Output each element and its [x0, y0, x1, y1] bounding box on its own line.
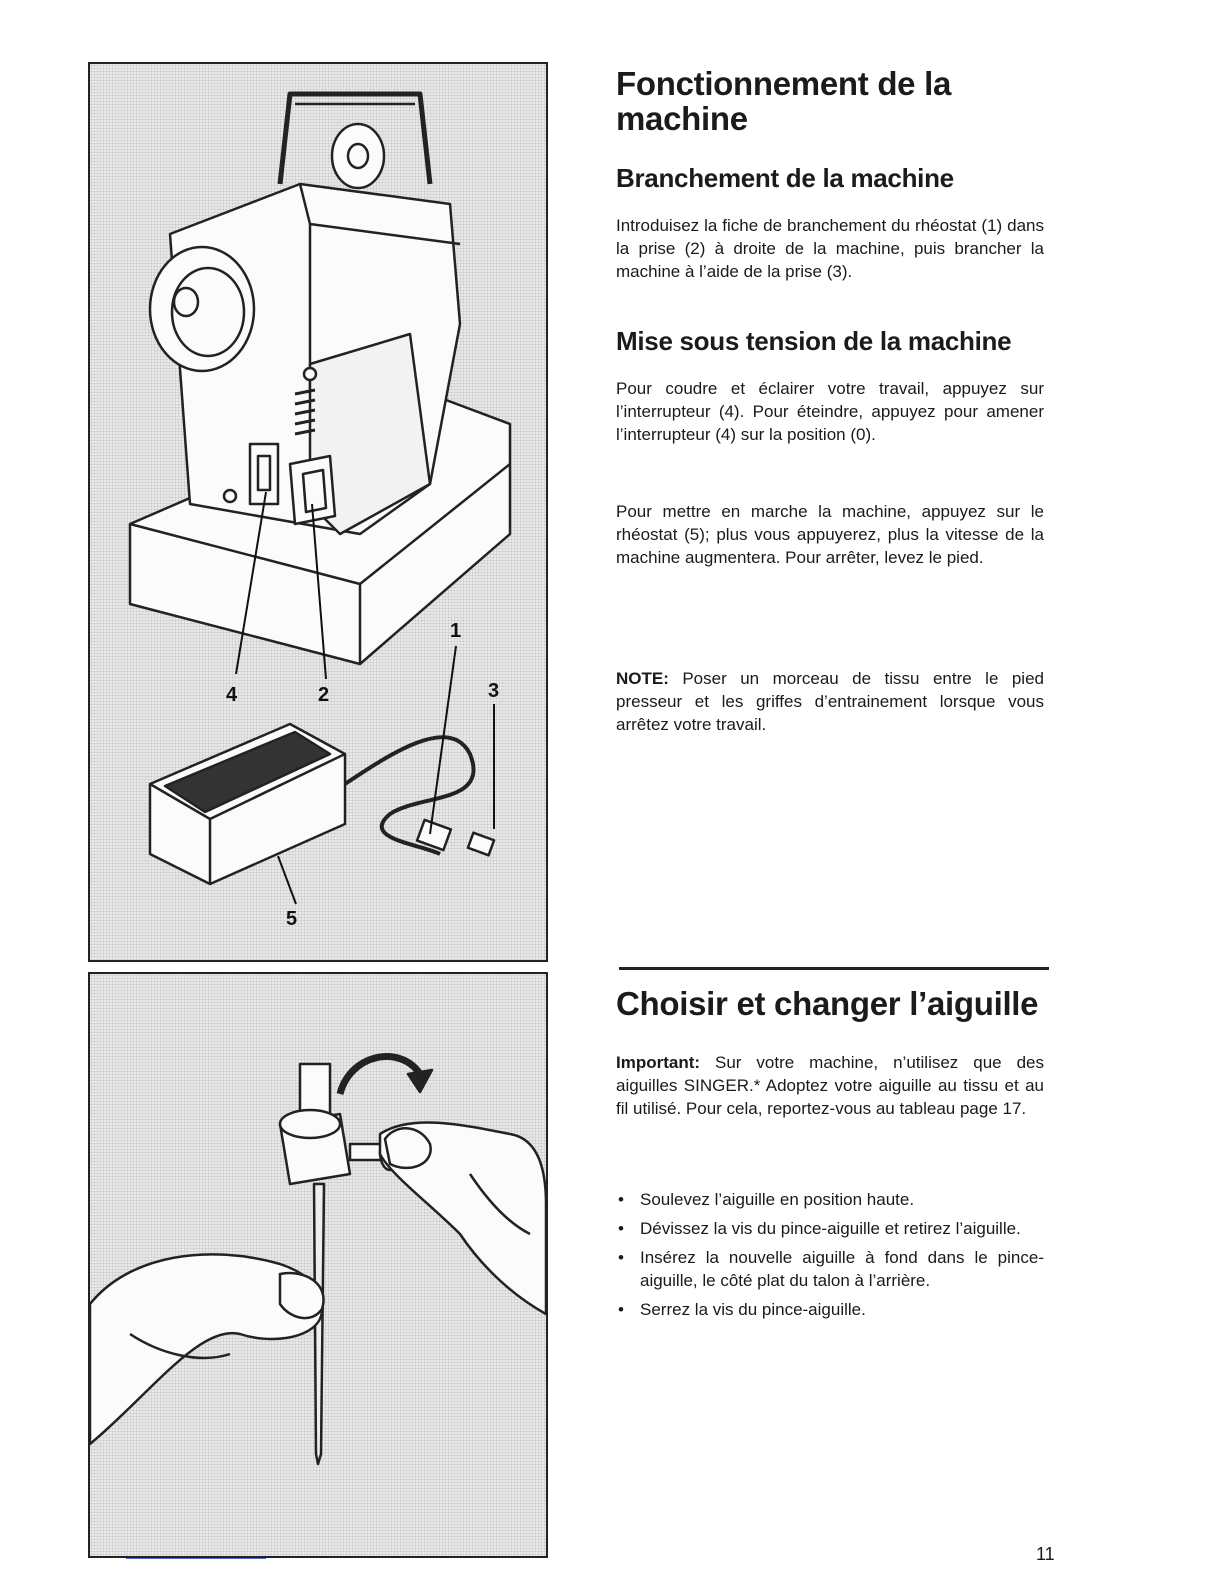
- section-aiguille: [616, 986, 1044, 1327]
- subsection-title-mise-sous-tension: Mise sous tension de la machine: [616, 326, 1012, 356]
- sewing-machine-illustration: [88, 62, 548, 962]
- needle-change-illustration: [88, 972, 548, 1558]
- note-label: NOTE:: [616, 669, 669, 688]
- list-item: • Soulevez l’aiguille en position haute.: [618, 1190, 915, 1209]
- bullet-icon: •: [618, 1300, 624, 1319]
- list-item: • Serrez la vis du pince-aiguille.: [618, 1300, 866, 1319]
- callout-1: 1: [450, 620, 462, 642]
- needle-change-drawing: [90, 974, 546, 1556]
- subsection-title-branchement: Branchement de la machine: [616, 163, 954, 193]
- bullet-icon: •: [618, 1248, 624, 1267]
- callout-5: 5: [286, 908, 298, 930]
- branchement-text: Introduisez la fiche de branchement du rhéostat (1) dans la prise (2) à droite de la machine, puis brancher la machine à l’aide de la prise (3).: [616, 216, 1044, 281]
- section-divider: [619, 967, 1049, 970]
- callout-2: 2: [318, 684, 330, 706]
- important-label: Important:: [616, 1053, 701, 1072]
- mise-sous-tension-text: Pour coudre et éclairer votre travail, appuyez sur l’interrupteur (4). Pour éteindre, appuyez pour amener l’interrupteur (4) sur la position (0).: [616, 379, 1044, 444]
- bullet-icon: •: [618, 1219, 624, 1238]
- note-text: Poser un morceau de tissu entre le pied presseur et les griffes d’entrainement lorsque vous arrêtez votre travail.: [616, 669, 1044, 734]
- needle-steps-list: [616, 1188, 1044, 1321]
- section-fonctionnement: [616, 66, 1044, 736]
- rheostat-text: Pour mettre en marche la machine, appuyez sur le rhéostat (5); plus vous appuyerez, plus la vitesse de la machine augmentera. Pour arrêter, levez le pied.: [616, 502, 1044, 567]
- important-paragraph: [616, 1051, 1044, 1120]
- callout-3: 3: [488, 680, 500, 702]
- section-title-fonctionnement: Fonctionnement de la machine: [616, 65, 952, 137]
- bullet-icon: •: [618, 1190, 624, 1209]
- list-item: • Dévissez la vis du pince-aiguille et retirez l’aiguille.: [618, 1219, 1021, 1238]
- page-number: 11: [1036, 1544, 1055, 1564]
- section-title-aiguille: Choisir et changer l’aiguille: [616, 985, 1039, 1022]
- callout-4: 4: [226, 684, 238, 706]
- note-paragraph: [616, 667, 1044, 736]
- important-text: Sur votre machine, n’utilisez que des aiguilles SINGER.* Adoptez votre aiguille au tissu et au fil utilisé. Pour cela, reportez-vous au tableau page 17.: [616, 1053, 1044, 1118]
- list-item: • Insérez la nouvelle aiguille à fond dans le pince-aiguille, le côté plat du talon à l’arrière.: [618, 1248, 1044, 1290]
- footer-link-line: [126, 1558, 266, 1559]
- sewing-machine-drawing: [90, 64, 546, 960]
